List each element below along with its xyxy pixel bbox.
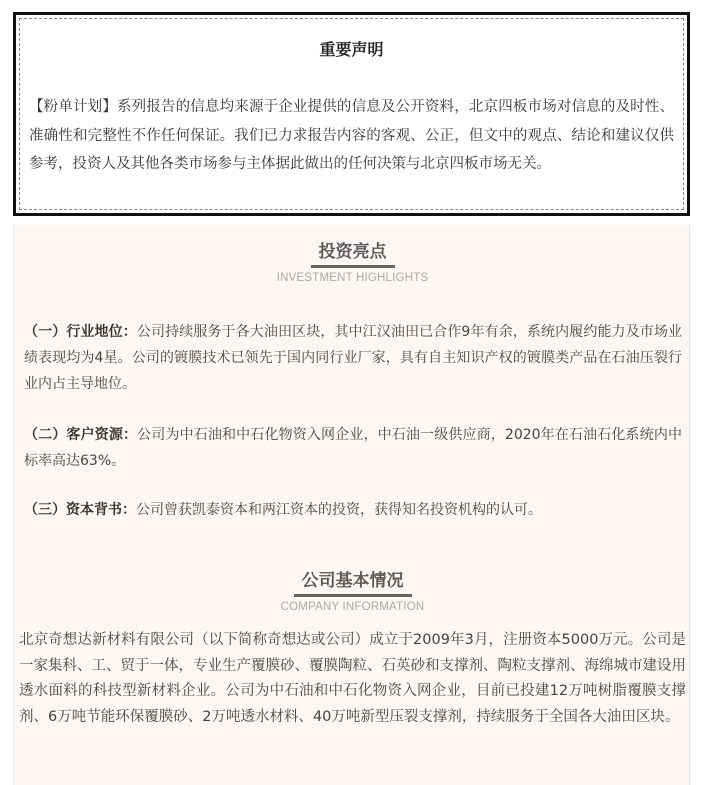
highlight-item-capital	[24, 497, 682, 523]
company-subtitle: COMPANY INFORMATION	[280, 601, 425, 613]
company-description: 北京奇想达新材料有限公司（以下简称奇想达或公司）成立于2009年3月，注册资本5000万元。公司是一家集科、工、贸于一体，专业生产覆膜砂、覆膜陶粒、石英砂和支撑剂、陶粒支撑剂、海绵城市建设用透水面料的科技型新材料企业。公司为中石油和中石化物资入网企业，目前已投建12万吨树脂覆膜支撑剂、6万吨节能环保覆膜砂、2万吨透水材料、40万吨新型压裂支撑剂，持续服务于全国各大油田区块。	[19, 632, 686, 725]
highlights-subtitle: INVESTMENT HIGHLIGHTS	[276, 272, 429, 284]
highlights-header	[14, 241, 691, 284]
highlight-text: 公司持续服务于各大油田区块，其中江汉油田已合作9年有余，系统内履约能力及市场业绩表现均为4星。公司的镀膜技术已领先于国内同行业厂家，具有自主知识产权的镀膜类产品在石油压裂行业内占主导地位。	[24, 324, 683, 392]
disclaimer-text: 【粉单计划】系列报告的信息均来源于企业提供的信息及公开资料，北京四板市场对信息的及时性、准确性和完整性不作任何保证。我们已力求报告内容的客观、公正，但文中的观点、结论和建议仅供参考，投资人及其他各类市场参与主体据此做出的任何决策与北京四板市场无关。	[29, 99, 674, 172]
highlight-item-industry	[24, 319, 682, 397]
company-title: 公司基本情况	[294, 570, 412, 597]
highlight-label: （二）客户资源：	[24, 427, 138, 443]
content-panel	[13, 225, 690, 785]
company-header	[14, 570, 691, 613]
disclaimer-title: 重要声明	[319, 40, 384, 59]
highlight-item-customers	[24, 422, 682, 474]
highlight-text: 公司为中石油和中石化物资入网企业，中石油一级供应商，2020年在石油石化系统内中标率高达63%。	[24, 427, 682, 469]
disclaimer-box	[13, 12, 690, 216]
highlights-title: 投资亮点	[311, 241, 395, 268]
highlight-label: （一）行业地位：	[24, 324, 137, 340]
highlight-text: 公司曾获凯泰资本和两江资本的投资，获得知名投资机构的认可。	[136, 502, 542, 518]
highlight-label: （三）资本背书：	[24, 502, 136, 518]
